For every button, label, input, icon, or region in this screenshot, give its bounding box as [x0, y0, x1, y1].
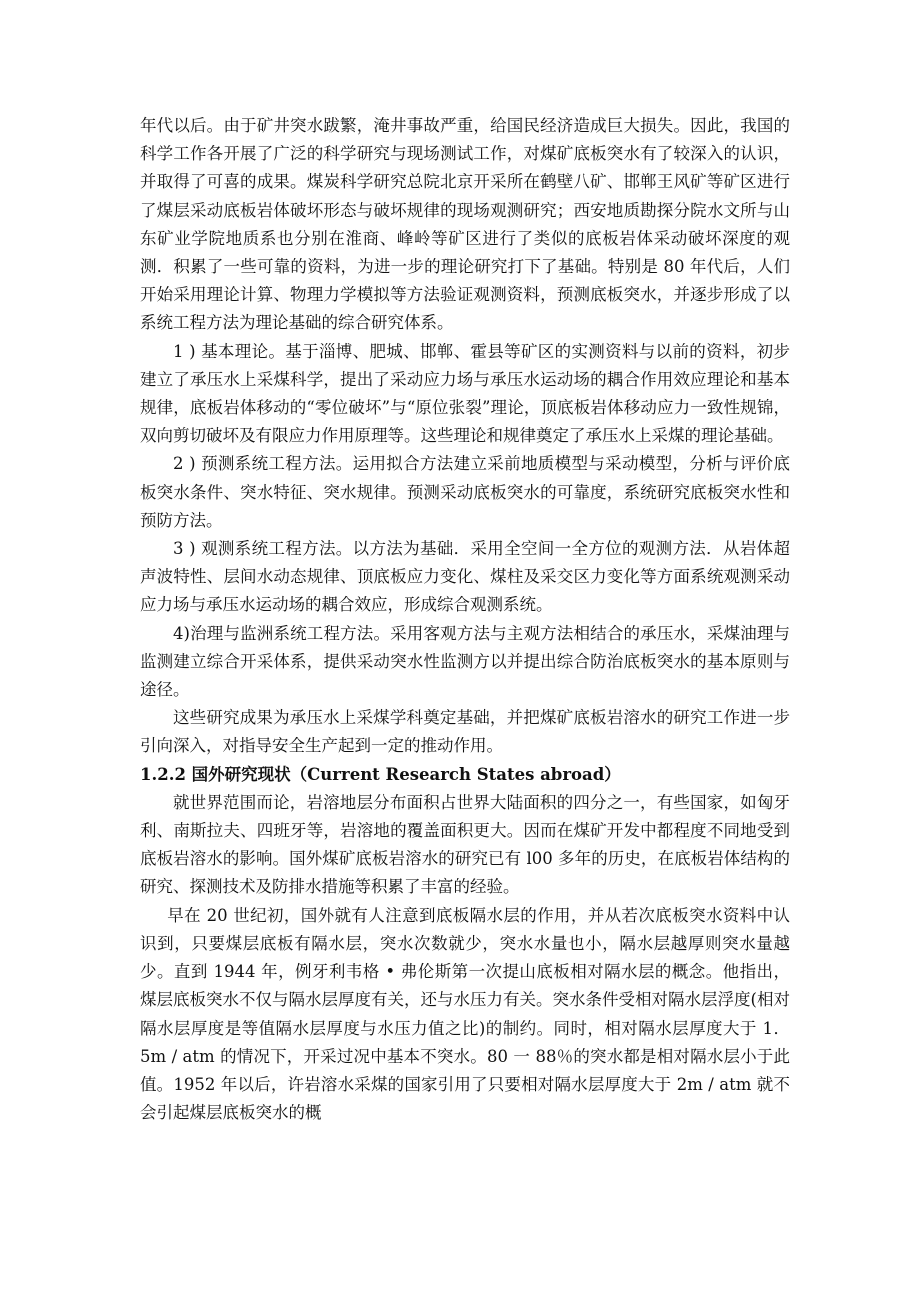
paragraph-basic-theory: 1 ) 基本理论。基于淄博、肥城、邯郸、霍县等矿区的实测资料与以前的资料，初步建立了承压水上采煤科学，提出了采动应力场与承压水运动场的耦合作用效应理论和基本规律，底板岩体移动的“零位破坏”与“原位张裂”理论，顶底板岩体移动应力一致性规锦，双向剪切破坏及有限应力作用原理等。这些理论和规律奠定了承压水上采煤的理论基础。: [140, 341, 790, 446]
paragraph-early-20th-century: 早在 20 世纪初，国外就有人注意到底板隔水层的作用，并从若次底板突水资料中认识到，只要煤层底板有隔水层，突水次数就少，突水水量也小，隔水层越厚则突水量越少。直到 1944 年，例牙利韦格 • 弗伦斯第一次提山底板相对隔水层的概念。他指出，煤层底板突水不仅与隔水层厚度有关，还与水压力有关。突水条件受相对隔水层浮度(相对隔水层厚度是等值隔水层厚度与水压力值之比)的制约。同时，相对隔水层厚度大于 1．5m / atm 的情况下，开采过况中基本不突水。80 一 88％的突水都是相对隔水层小于此值。1952 年以后，许岩溶水采煤的国家引用了只要相对隔水层厚度大于 2m / atm 就不会引起煤层底板突水的概: [140, 905, 790, 1123]
paragraph-research-results: 这些研究成果为承压水上采煤学科奠定基础，并把煤矿底板岩溶水的研究工作进一步引向深入，对指导安全生产起到一定的推动作用。: [140, 708, 790, 756]
paragraph-treatment-monitoring: 4)治理与监洲系统工程方法。采用客观方法与主观方法相结合的承压水，采煤油理与监测建立综合开采体系，提供采动突水性监测方以并提出综合防治底板突水的基本原则与途径。: [140, 623, 790, 700]
paragraph-observation-method: 3 ) 观测系统工程方法。以方法为基础．采用全空间一全方位的观测方法．从岩体超声波特性、层间水动态规律、顶底板应力变化、煤柱及采交区力变化等方面系统观测采动应力场与承压水运动场的耦合效应，形成综合观测系统。: [140, 539, 790, 615]
paragraph-prediction-method: 2 ) 预测系统工程方法。运用拟合方法建立采前地质模型与采动模型，分析与评价底板突水条件、突水特征、突水规律。预测采动底板突水的可靠度，系统研究底板突水性和预防方法。: [140, 454, 790, 530]
section-heading-foreign-research: 1.2.2 国外研究现状（Current Research States abroad）: [140, 764, 621, 784]
paragraph-intro-continued: 年代以后。由于矿井突水跋繁，淹井事故严重，给国民经济造成巨大损失。因此，我国的科学工作各开展了广泛的科学研究与现场测试工作，对煤矿底板突水有了较深入的认识，并取得了可喜的成果。煤炭科学研究总院北京开采所在鹤壁八矿、邯郸王风矿等矿区进行了煤层采动底板岩体破坏形态与破坏规律的现场观测研究；西安地质勘探分院水文所与山东矿业学院地质系也分别在淮商、峰岭等矿区进行了类似的底板岩体采动破坏深度的观测．积累了一些可靠的资料，为进一步的理论研究打下了基础。特别是 80 年代后，人们开始采用理论计算、物理力学模拟等方法验证观测资料，预测底板突水，并逐步形成了以系统工程方法为理论基础的综合研究体系。: [140, 116, 790, 333]
paragraph-world-karst: 就世界范围而论，岩溶地层分布面积占世界大陆面积的四分之一，有些国家，如匈牙利、南斯拉夫、四班牙等，岩溶地的覆盖面积更大。因而在煤矿开发中都程度不同地受到底板岩溶水的影响。国外煤矿底板岩溶水的研究已有 l00 多年的历史，在底板岩体结构的研究、探测技术及防排水措施等积累了丰富的经验。: [140, 792, 790, 897]
document-body: [140, 112, 790, 1127]
